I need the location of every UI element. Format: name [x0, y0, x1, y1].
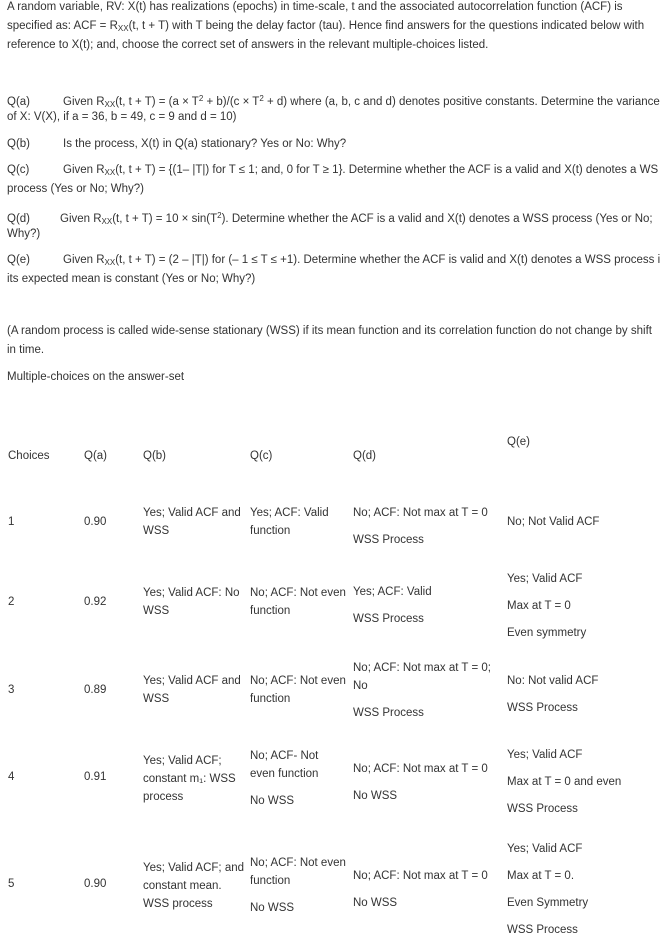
row-2-choice: 2: [8, 596, 15, 608]
row-5-qd: No; ACF: Not max at T = 0 No WSS: [353, 870, 488, 909]
question-d: Q(d) Given $R_{XX}(t$, $t + T) = 10 \times \sin(T^2)$. Determine whether the ACF is a valid and X(t) denotes a WSS process (Yes or No;: [7, 211, 653, 226]
question-b-label: Q(b): [7, 138, 30, 150]
row-3-qb: Yes; Valid ACF and WSS: [143, 675, 241, 705]
header-qd: Q(d): [353, 450, 376, 462]
header-qe: Q(e): [507, 436, 530, 448]
intro-line-1: A random variable, RV: X(t) has realizations (epochs) in time-scale, t and the associated autocorrelation function (ACF) is: [7, 1, 623, 13]
question-e-label: Q(e): [7, 254, 30, 266]
question-c: Q(c) Given $R_{XX}(t$, t + T) = {(1– |T|) for T ≤ 1; and, 0 for T ≥ 1}. Determine whether the ACF is a valid and X(t) denotes a WS: [7, 164, 659, 177]
row-5-qe: Yes; Valid ACF Max at T = 0. Even Symmetry WSS Process: [507, 843, 589, 936]
multiple-choice-heading: Multiple-choices on the answer-set: [7, 371, 185, 383]
row-3-choice: 3: [8, 684, 15, 696]
row-2-qd: Yes; ACF: Valid WSS Process: [353, 586, 432, 625]
row-2-qb: Yes; Valid ACF: No WSS: [143, 587, 240, 617]
intro-line-3: reference to X(t); and, choose the correct set of answers in the relevant multiple-choices listed.: [7, 39, 489, 51]
row-2-qe: Yes; Valid ACF Max at T = 0 Even symmetry: [507, 573, 587, 639]
header-qa: Q(a): [84, 450, 107, 462]
row-5-qb: Yes; Valid ACF; and constant mean. WSS process: [143, 862, 245, 910]
row-3-qc: No; ACF: Not even function: [250, 675, 346, 705]
question-d-line-2: Why?): [7, 228, 41, 240]
row-1-qc: Yes; ACF: Valid function: [250, 507, 329, 537]
row-3-qe: No: Not valid ACF WSS Process: [507, 675, 599, 714]
row-1-choice: 1: [8, 516, 15, 528]
header-qc: Q(c): [250, 450, 273, 462]
question-a-line-2: of X: V(X), if a = 36, b = 49, c = 9 and d = 10): [7, 111, 237, 123]
question-e: Q(e) Given $R_{XX}(t$, t + T) = (2 – |T|) for (– 1 ≤ T ≤ +1). Determine whether the ACF is valid and X(t) denotes a WSS process i: [7, 254, 661, 267]
question-b: Q(b) Is the process, X(t) in Q(a) stationary? Yes or No: Why?: [7, 136, 346, 153]
row-5-choice: 5: [8, 878, 15, 890]
intro-line-2: specified as: ACF = $R_{XX}(t$, t + T) with T being the delay factor (tau). Hence find answers for the questions indicated below with: [7, 20, 645, 33]
row-5-qa: 0.90: [84, 878, 107, 890]
row-1-qd: No; ACF: Not max at T = 0 WSS Process: [353, 507, 488, 546]
row-4-qb: Yes; Valid ACF; constant m₁: WSS process: [143, 755, 236, 803]
question-c-line-2: process (Yes or No; Why?): [7, 183, 144, 195]
question-c-label: Q(c): [7, 164, 30, 176]
question-a-label: Q(a): [7, 96, 30, 108]
row-3-qd: No; ACF: Not max at T = 0; No WSS Process: [353, 662, 491, 719]
row-4-qd: No; ACF: Not max at T = 0 No WSS: [353, 763, 488, 802]
question-e-line-2: its expected mean is constant (Yes or No; Why?): [7, 273, 256, 285]
row-2-qa: 0.92: [84, 596, 107, 608]
row-4-qc: No; ACF- Not even function No WSS: [250, 750, 319, 807]
question-a: Q(a) Given $R_{XX}(t$, $t + T) = (a \times T^2 + b)/(c \times T^2 + d)$ where (a, b, c and d) denotes positive constants. Determine the variance: [7, 94, 660, 109]
row-3-qa: 0.89: [84, 684, 107, 696]
row-4-qe: Yes; Valid ACF Max at T = 0 and even WSS Process: [507, 749, 622, 815]
row-4-choice: 4: [8, 771, 15, 783]
row-5-qc: No; ACF: Not even function No WSS: [250, 857, 346, 914]
row-1-qb: Yes; Valid ACF and WSS: [143, 507, 241, 537]
question-d-label: Q(d): [7, 213, 30, 225]
row-1-qe: No; Not Valid ACF: [507, 516, 600, 528]
row-4-qa: 0.91: [84, 771, 107, 783]
row-1-qa: 0.90: [84, 516, 107, 528]
header-qb: Q(b): [143, 450, 166, 462]
wss-note-line-2: in time.: [7, 344, 45, 356]
wss-note-line-1: (A random process is called wide-sense stationary (WSS) if its mean function and its correlation function do not change by shift: [7, 325, 652, 337]
header-choices: Choices: [8, 450, 50, 462]
row-2-qc: No; ACF: Not even function: [250, 587, 346, 617]
